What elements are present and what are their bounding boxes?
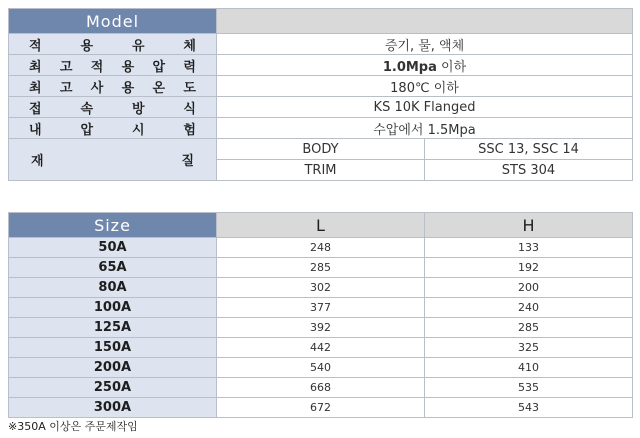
label-char: 용 xyxy=(80,38,94,54)
label-chars xyxy=(9,35,216,54)
label-chars xyxy=(9,119,216,138)
l-cell: 672 xyxy=(217,398,425,418)
size-cell: 65A xyxy=(9,258,217,278)
model-header: Model xyxy=(9,9,217,34)
l-cell: 302 xyxy=(217,278,425,298)
label-char: 내 xyxy=(29,122,42,138)
label-char: 방 xyxy=(131,101,145,117)
dimension-row xyxy=(9,258,633,278)
dimension-row xyxy=(9,238,633,258)
spec-table xyxy=(8,8,633,181)
spec-label xyxy=(9,55,217,76)
dimension-row xyxy=(9,338,633,358)
label-char: 접 xyxy=(29,101,42,117)
size-cell: 125A xyxy=(9,318,217,338)
label-char: 질 xyxy=(181,154,194,169)
size-cell: 50A xyxy=(9,238,217,258)
material-row xyxy=(9,139,633,160)
h-header: H xyxy=(425,213,633,238)
pressure-value: 1.0Mpa xyxy=(382,59,437,75)
label-char: 시 xyxy=(131,122,145,138)
l-cell: 248 xyxy=(217,238,425,258)
h-cell: 133 xyxy=(425,238,633,258)
material-value: STS 304 xyxy=(425,160,633,181)
label-char: 험 xyxy=(183,122,196,138)
spec-row xyxy=(9,97,633,118)
l-cell: 377 xyxy=(217,298,425,318)
label-char: 체 xyxy=(183,38,196,54)
spec-row xyxy=(9,34,633,55)
h-cell: 543 xyxy=(425,398,633,418)
material-label xyxy=(9,139,217,181)
label-char: 압 xyxy=(80,122,94,138)
label-char: 도 xyxy=(183,80,196,96)
dimension-table xyxy=(8,212,633,418)
spec-value: KS 10K Flanged xyxy=(217,97,633,118)
l-cell: 442 xyxy=(217,338,425,358)
size-cell: 300A xyxy=(9,398,217,418)
label-char: 재 xyxy=(31,154,44,169)
dimension-row xyxy=(9,278,633,298)
dimension-row xyxy=(9,298,633,318)
spec-value: 180℃ 이하 xyxy=(217,76,633,97)
label-char: 속 xyxy=(80,101,94,117)
l-header: L xyxy=(217,213,425,238)
spec-label xyxy=(9,97,217,118)
dimension-row xyxy=(9,398,633,418)
spec-label xyxy=(9,34,217,55)
label-char: 온 xyxy=(152,80,166,96)
dimension-row xyxy=(9,358,633,378)
spec-header-row xyxy=(9,9,633,34)
material-value: SSC 13, SSC 14 xyxy=(425,139,633,160)
h-cell: 325 xyxy=(425,338,633,358)
dimension-header-row xyxy=(9,213,633,238)
spec-label xyxy=(9,76,217,97)
l-cell: 285 xyxy=(217,258,425,278)
size-cell: 250A xyxy=(9,378,217,398)
size-cell: 200A xyxy=(9,358,217,378)
size-header: Size xyxy=(9,213,217,238)
footnote: ※350A 이상은 주문제작임 xyxy=(8,420,138,433)
l-cell: 540 xyxy=(217,358,425,378)
label-char: 압 xyxy=(152,59,166,75)
size-cell: 100A xyxy=(9,298,217,318)
label-char: 사 xyxy=(90,80,104,96)
dimension-rows xyxy=(9,238,633,418)
spec-value: 수압에서 1.5Mpa xyxy=(217,118,633,139)
model-header-value xyxy=(217,9,633,34)
label-chars xyxy=(9,56,216,75)
label-chars xyxy=(9,98,216,117)
label-chars xyxy=(9,150,216,169)
spec-value: 증기, 물, 액체 xyxy=(217,34,633,55)
spec-label xyxy=(9,118,217,139)
h-cell: 410 xyxy=(425,358,633,378)
h-cell: 200 xyxy=(425,278,633,298)
spec-row xyxy=(9,118,633,139)
l-cell: 668 xyxy=(217,378,425,398)
l-cell: 392 xyxy=(217,318,425,338)
label-char: 고 xyxy=(59,80,73,96)
label-chars xyxy=(9,77,216,96)
size-cell: 150A xyxy=(9,338,217,358)
spec-row xyxy=(9,76,633,97)
h-cell: 240 xyxy=(425,298,633,318)
h-cell: 192 xyxy=(425,258,633,278)
pressure-suffix: 이하 xyxy=(436,59,467,75)
label-char: 식 xyxy=(183,101,196,117)
label-char: 용 xyxy=(121,59,135,75)
dimension-row xyxy=(9,318,633,338)
spec-row xyxy=(9,55,633,76)
label-char: 유 xyxy=(131,38,145,54)
label-char: 최 xyxy=(29,59,42,75)
label-char: 적 xyxy=(90,59,104,75)
label-char: 최 xyxy=(29,80,42,96)
label-char: 고 xyxy=(59,59,73,75)
h-cell: 535 xyxy=(425,378,633,398)
label-char: 력 xyxy=(183,59,196,75)
dimension-row xyxy=(9,378,633,398)
material-part: BODY xyxy=(217,139,425,160)
spec-value xyxy=(217,55,633,76)
size-cell: 80A xyxy=(9,278,217,298)
material-part: TRIM xyxy=(217,160,425,181)
label-char: 용 xyxy=(121,80,135,96)
label-char: 적 xyxy=(29,38,42,54)
h-cell: 285 xyxy=(425,318,633,338)
